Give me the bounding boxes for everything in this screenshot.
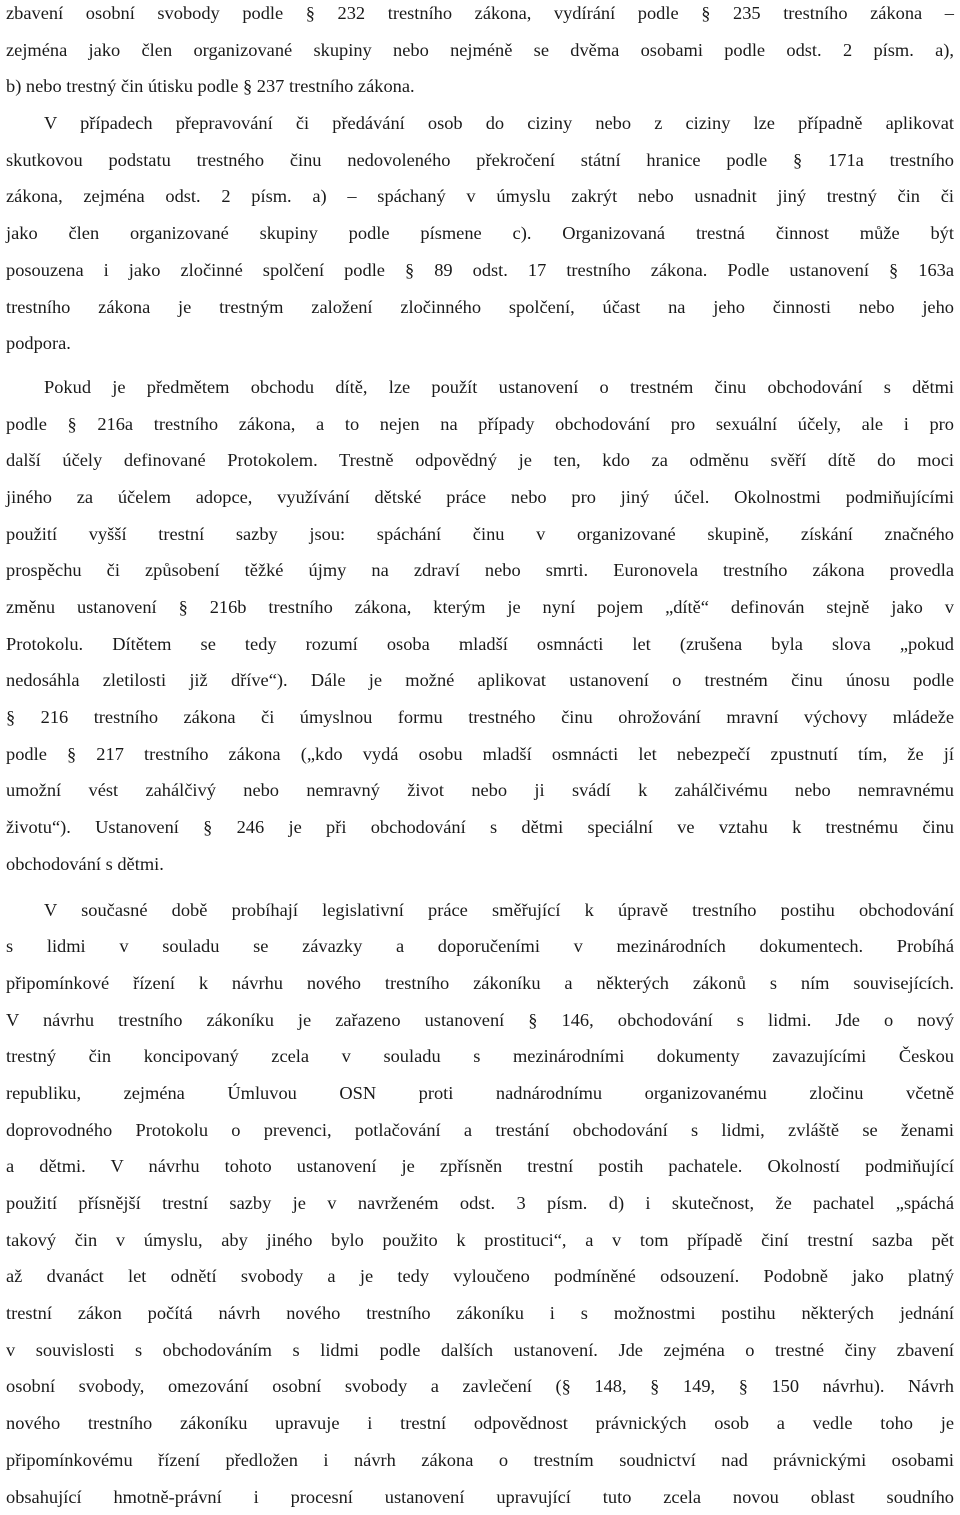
paragraph-border-crossing: [6, 105, 954, 362]
text-line: takový čin v úmyslu, aby jiného bylo použito k prostituci“, a v tom případě činí trestní sazba pět: [6, 1222, 954, 1259]
text-line: § 216 trestního zákona či úmyslnou formu trestného činu ohrožování mravní výchovy mládeže: [6, 699, 954, 736]
text-line: zejména jako člen organizované skupiny nebo nejméně se dvěma osobami podle odst. 2 písm. a),: [6, 32, 954, 69]
text-line: Pokud je předmětem obchodu dítě, lze použít ustanovení o trestném činu obchodování s dětmi: [6, 369, 954, 406]
text-line: osobní svobody, omezování osobní svobody a zavlečení (§ 148, § 149, § 150 návrhu). Návrh: [6, 1368, 954, 1405]
text-line: a dětmi. V návrhu tohoto ustanovení je zpřísněn trestní postih pachatele. Okolností podmiňující: [6, 1148, 954, 1185]
text-line: připomínkovému řízení předložen i návrh zákona o trestním soudnictví nad právnickými osobami: [6, 1442, 954, 1479]
text-line: zákona, zejména odst. 2 písm. a) – spáchaný v úmyslu zakrýt nebo usnadnit jiný trestný čin či: [6, 178, 954, 215]
text-line: jiného za účelem adopce, využívání dětské práce nebo pro jiný účel. Okolnostmi podmiňujícími: [6, 479, 954, 516]
text-line: až dvanáct let odnětí svobody a je tedy vyloučeno podmíněné odsouzení. Podobně jako platný: [6, 1258, 954, 1295]
text-line: trestní zákon počítá návrh nového trestního zákoníku i s možnostmi postihu některých jednání: [6, 1295, 954, 1332]
text-line: nového trestního zákoníku upravuje i trestní odpovědnost právnických osob a vedle toho je: [6, 1405, 954, 1442]
text-line: umožní vést zahálčivý nebo nemravný život nebo ji svádí k zahálčivému nebo nemravnému: [6, 772, 954, 809]
text-line: obchodování s dětmi.: [6, 846, 954, 883]
text-line: použití přísnější trestní sazby je v navrženém odst. 3 písm. d) i skutečnost, že pachatel „spáchá: [6, 1185, 954, 1222]
text-line: změnu ustanovení § 216b trestního zákona, kterým je nyní pojem „dítě“ definován stejně jako v: [6, 589, 954, 626]
text-line: podle § 216a trestního zákona, a to nejen na případy obchodování pro sexuální účely, ale i pro: [6, 406, 954, 443]
text-line: další účely definované Protokolem. Trestně odpovědný je ten, kdo za odměnu svěří dítě do moci: [6, 442, 954, 479]
text-line: obsahující hmotně-právní i procesní ustanovení upravující tuto zcela novou oblast soudního: [6, 1479, 954, 1515]
text-line: V návrhu trestního zákoníku je zařazeno ustanovení § 146, obchodování s lidmi. Jde o nový: [6, 1002, 954, 1039]
text-line: prospěchu či způsobení těžké újmy na zdraví nebo smrti. Euronovela trestního zákona provedla: [6, 552, 954, 589]
text-line: životu“). Ustanovení § 246 je při obchodování s dětmi speciální ve vztahu k trestnému činu: [6, 809, 954, 846]
text-line: V současné době probíhají legislativní práce směřující k úpravě trestního postihu obchodování: [6, 892, 954, 929]
text-line: skutkovou podstatu trestného činu nedovoleného překročení státní hranice podle § 171a trestního: [6, 142, 954, 179]
text-line: posouzena i jako zločinné spolčení podle § 89 odst. 17 trestního zákona. Podle ustanovení § 163a: [6, 252, 954, 289]
paragraph-child-trafficking: [6, 369, 954, 883]
text-line: s lidmi v souladu se závazky a doporučeními v mezinárodních dokumentech. Probíhá: [6, 928, 954, 965]
text-line: podpora.: [6, 325, 954, 362]
paragraph-legislative-work: [6, 892, 954, 1515]
text-line: připomínkové řízení k návrhu nového trestního zákoníku a některých zákonů s ním souvisejících.: [6, 965, 954, 1002]
text-line: v souvislosti s obchodováním s lidmi podle dalších ustanovení. Jde zejména o trestné činy zbavení: [6, 1332, 954, 1369]
text-line: Protokolu. Dítětem se tedy rozumí osoba mladší osmnácti let (zrušena byla slova „pokud: [6, 626, 954, 663]
text-line: podle § 217 trestního zákona („kdo vydá osobu mladší osmnácti let nebezpečí zpustnutí tím, že jí: [6, 736, 954, 773]
text-line: b) nebo trestný čin útisku podle § 237 trestního zákona.: [6, 68, 954, 105]
text-line: jako člen organizované skupiny podle písmene c). Organizovaná trestná činnost může být: [6, 215, 954, 252]
text-line: trestního zákona je trestným založení zločinného spolčení, účast na jeho činnosti nebo jeho: [6, 289, 954, 326]
text-line: doprovodného Protokolu o prevenci, potlačování a trestání obchodování s lidmi, zvláště se ženami: [6, 1112, 954, 1149]
text-line: zbavení osobní svobody podle § 232 trestního zákona, vydírání podle § 235 trestního zákona –: [6, 0, 954, 32]
text-line: trestný čin koncipovaný zcela v souladu s mezinárodními dokumenty zavazujícími Českou: [6, 1038, 954, 1075]
text-line: V případech přepravování či předávání osob do ciziny nebo z ciziny lze případně aplikovat: [6, 105, 954, 142]
text-line: republiku, zejména Úmluvou OSN proti nadnárodnímu organizovanému zločinu včetně: [6, 1075, 954, 1112]
text-line: nedosáhla zletilosti již dříve“). Dále je možné aplikovat ustanovení o trestném činu únosu podle: [6, 662, 954, 699]
paragraph-criminal-offences: [6, 0, 954, 105]
text-line: použití vyšší trestní sazby jsou: spáchání činu v organizované skupině, získání značného: [6, 516, 954, 553]
